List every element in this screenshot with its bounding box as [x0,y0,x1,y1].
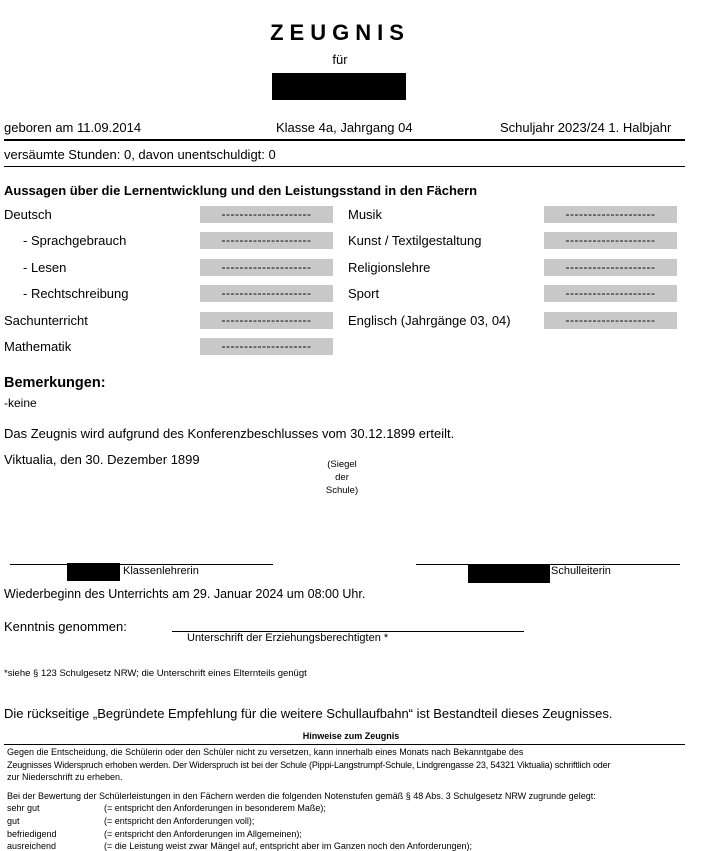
notes-paragraph-line: zur Niederschrift zu erheben. [7,772,123,782]
grade-box: -------------------- [544,259,677,276]
grade-box: -------------------- [544,312,677,329]
subject-label: - Sprachgebrauch [23,233,127,248]
grade-scale-desc: (= entspricht den Anforderungen in besonderem Maße); [104,803,326,813]
teacher-role: Klassenlehrerin [123,565,199,577]
conference-note: Das Zeugnis wird aufgrund des Konferenzbeschlusses vom 30.12.1899 erteilt. [4,426,455,441]
notes-paragraph-line: Bei der Bewertung der Schülerleistungen in den Fächern werden die folgenden Notenstufen gemäß § 48 Abs. 3 Schulgesetz NRW zugrunde gelegt: [7,791,596,801]
section-heading: Aussagen über die Lernentwicklung und den Leistungsstand in den Fächern [4,183,478,198]
place-date: Viktualia, den 30. Dezember 1899 [4,452,200,467]
subject-label: Mathematik [4,339,72,354]
seal-line: der [335,472,349,483]
redacted-principal-name [468,565,550,583]
grade-box: -------------------- [200,206,333,223]
divider [4,744,685,745]
birth-date: geboren am 11.09.2014 [4,120,142,135]
acknowledged-label: Kenntnis genommen: [4,619,127,634]
grade-scale-desc: (= die Leistung weist zwar Mängel auf, entspricht aber im Ganzen noch den Anforderungen); [104,841,472,851]
document-title: ZEUGNIS [270,20,410,45]
principal-role: Schulleiterin [551,565,611,577]
seal-line: (Siegel [327,459,357,470]
grade-scale-name: gut [7,816,20,826]
subject-label: - Lesen [23,260,67,275]
grade-scale-desc: (= entspricht den Anforderungen im Allgemeinen); [104,829,302,839]
grade-box: -------------------- [200,232,333,249]
seal-line: Schule) [325,485,359,496]
footnote: *siehe § 123 Schulgesetz NRW; die Unterschrift eines Elternteils genügt [4,668,307,679]
grade-box: -------------------- [200,285,333,302]
grade-scale-desc: (= entspricht den Anforderungen voll); [104,816,255,826]
grade-scale-name: befriedigend [7,829,57,839]
subject-label: - Rechtschreibung [23,286,129,301]
remarks-text: -keine [4,396,37,410]
subject-label: Kunst / Textilgestaltung [348,233,482,248]
grade-scale-name: sehr gut [7,803,40,813]
divider [4,166,685,167]
notes-paragraph-line: Zeugnisses Widerspruch erhoben werden. Der Widerspruch ist bei der Schule (Pippi-Langstrumpf-Schule, Lindgrengasse 23, 54321 Viktualia) schriftlich oder [7,760,611,770]
notes-title: Hinweise zum Zeugnis [302,731,400,741]
remarks-heading: Bemerkungen: [4,375,106,391]
redacted-teacher-name [67,563,120,581]
grade-scale-name: ausreichend [7,841,57,851]
guardian-signature-caption: Unterschrift der Erziehungsberechtigten * [187,632,389,644]
backside-note: Die rückseitige „Begründete Empfehlung für die weitere Schullaufbahn“ ist Bestandteil dieses Zeugnisses. [4,706,613,721]
grade-box: -------------------- [200,312,333,329]
redacted-name [272,73,406,100]
subject-label: Sachunterricht [4,313,88,328]
class-info: Klasse 4a, Jahrgang 04 [276,120,413,135]
missed-hours: versäumte Stunden: 0, davon unentschuldigt: 0 [4,147,276,162]
grade-box: -------------------- [200,338,333,355]
subject-label: Sport [348,286,380,301]
subject-label: Englisch (Jahrgänge 03, 04) [348,313,511,328]
grade-box: -------------------- [544,285,677,302]
grade-box: -------------------- [200,259,333,276]
grade-box: -------------------- [544,232,677,249]
subject-label: Deutsch [4,207,52,222]
grade-box: -------------------- [544,206,677,223]
seal-placeholder [312,458,372,497]
fuer-label: für [332,52,348,67]
divider [4,139,685,141]
subject-label: Religionslehre [348,260,431,275]
notes-paragraph-line: Gegen die Entscheidung, die Schülerin oder den Schüler nicht zu versetzen, kann innerhalb eines Monats nach Bekanntgabe des [7,747,524,757]
school-year: Schuljahr 2023/24 1. Halbjahr [500,120,672,135]
subject-label: Musik [348,207,382,222]
restart-date: Wiederbeginn des Unterrichts am 29. Januar 2024 um 08:00 Uhr. [4,587,366,601]
